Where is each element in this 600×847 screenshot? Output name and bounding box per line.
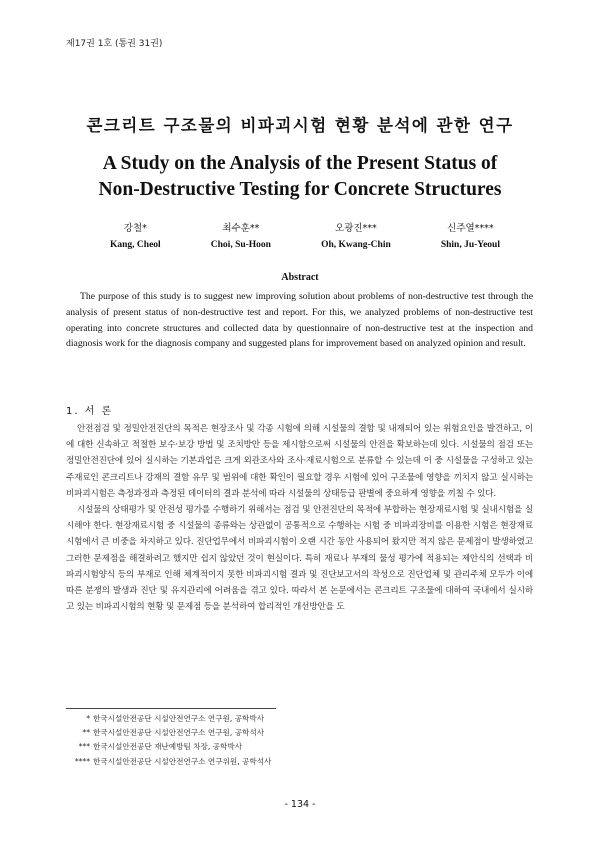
author-korean-name: 신주열**** [447, 223, 494, 234]
author-4 [441, 220, 500, 254]
page-number: - 134 - [284, 799, 316, 810]
author-english-name: Shin, Ju-Yeoul [440, 240, 500, 250]
author-english-name: Kang, Cheol [110, 240, 161, 250]
author-korean-name: 강철* [123, 223, 147, 234]
footnote-mark: *** [78, 742, 90, 752]
body-paragraph-2: 시설물의 상태평가 및 안전성 평가를 수행하기 위해서는 점검 및 안전진단의 목적에 부합하는 현장재료시험 및 실내시험을 실시해야 한다. 현장재료시험 중 시설물의 종류와는 상관없이 공통적으로 수행하는 시험 중 비파괴장비를 이용한 시험은 현장재료시험에서 큰 비중을 차지하고 있다. 진단업무에서 비파괴시험이 오랜 시간 동안 사용되어 왔지만 적지 않은 문제점이 발생하였고 그러한 문제점을 해결하려고 했지만 쉽지 않았던 것이 현실이다. 특히 재료나 부재의 물성 평가에 적용되는 제안식의 선택과 비파괴시험양식 등의 부재로 인해 체계적이지 못한 비파괴시험 결과 및 진단보고서의 작성으로 진단업체 및 관리주체 모두가 이에 따른 분쟁의 발생과 진단 및 유지관리에 어려움을 겪고 있다. 따라서 본 논문에서는 콘크리트 구조물에 대하여 국내에서 실시하고 있는 비파괴시험의 현황 및 문제점 등을 분석하여 합리적인 개선방안을 도 [66, 505, 533, 613]
section-heading: 1. 서 론 [66, 406, 114, 417]
abstract-text: The purpose of this study is to suggest new improving solution about problems of non-destructive test through the analysis of present status of non-destructive test and report. For this, we analyzed problems of non-destructive test operating into concrete structures and collected data by questionnaire of non-destructive test at the inspection and diagnosis work for the diagnosis company and suggested plans for improvement based on analyzed opinion and result. [66, 291, 533, 350]
footnote-mark: ** [82, 728, 90, 738]
journal-issue: 제17권 1호 (통권 31권) [66, 39, 163, 49]
abstract-heading: Abstract [281, 272, 319, 283]
author-2 [211, 220, 271, 254]
korean-title: 콘크리트 구조물의 비파괴시험 현황 분석에 관한 연구 [86, 116, 514, 135]
english-title [0, 151, 600, 203]
footnote-text: 한국시설안전공단 시설안전연구소 연구위원, 공학석사 [93, 756, 272, 766]
author-korean-name: 최수훈** [222, 223, 260, 234]
author-english-name: Oh, Kwang-Chin [321, 240, 391, 250]
footnote-divider [66, 708, 276, 709]
section-body [66, 421, 533, 615]
footnote-mark: **** [74, 756, 90, 766]
footnote-text: 한국시설안전공단 재난예방팀 차장, 공학박사 [93, 742, 243, 752]
english-title-line-1: A Study on the Analysis of the Present Status of [102, 153, 498, 174]
author-list [110, 220, 500, 254]
footnote-text: 한국시설안전공단 시설안전연구소 연구원, 공학박사 [93, 714, 265, 723]
footnote-3 [66, 740, 271, 754]
author-english-name: Choi, Su-Hoon [210, 240, 271, 250]
english-title-line-2: Non-Destructive Testing for Concrete Structures [98, 179, 502, 200]
body-paragraph-1: 안전점검 및 정밀안전진단의 목적은 현장조사 및 각종 시험에 의해 시설물의 결함 및 내재되어 있는 위험요인을 발견하고, 이에 대한 신속하고 적절한 보수·보강 방법 및 조치방안 등을 제시함으로써 시설물의 안전을 확보하는데 있다. 시설물의 점검 또는 정밀안전진단에 있어 실시하는 기본과업은 크게 외관조사와 조사·재료시험으로 분류할 수 있는데 이 중 시설물을 구성하고 있는 주재료인 콘크리트나 강재의 결함 유무 및 범위에 대한 확인이 필요할 경우 시험에 있어 구조물에 영향을 끼치지 않고 실시하는 비파괴시험은 측정과정과 측정된 데이터의 결과 분석에 따라 시설물의 상태등급 판별에 중요하게 영향을 끼칠 수 있다. [66, 424, 533, 499]
footnote-text: 한국시설안전공단 시설안전연구소 연구원, 공학석사 [93, 728, 265, 738]
footnote-mark: * [86, 714, 90, 723]
footnote-1 [66, 712, 271, 726]
footnote-4 [66, 755, 271, 769]
author-korean-name: 오광진*** [335, 223, 377, 234]
footnote-2 [66, 726, 271, 740]
footnotes [66, 712, 271, 769]
author-1 [110, 220, 161, 254]
author-3 [321, 220, 391, 254]
